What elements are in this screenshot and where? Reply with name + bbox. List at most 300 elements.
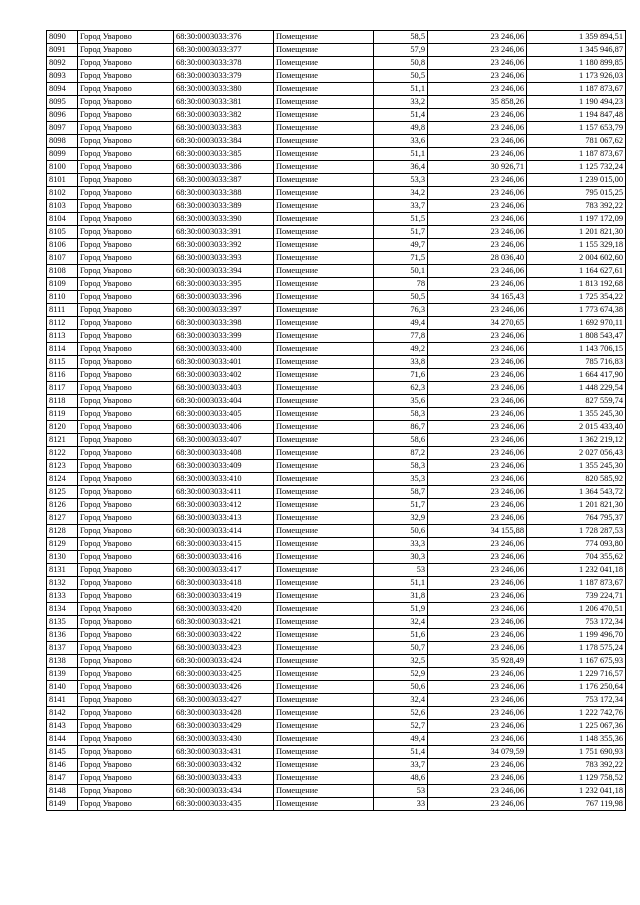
city-cell: Город Уварово [78, 720, 174, 733]
row-number-cell: 8134 [47, 603, 78, 616]
object-type-cell: Помещение [274, 343, 374, 356]
row-number-cell: 8092 [47, 57, 78, 70]
area-cell: 50,1 [374, 265, 428, 278]
city-cell: Город Уварово [78, 447, 174, 460]
price-per-sqm-cell: 23 246,06 [428, 694, 527, 707]
table-row [47, 148, 626, 161]
price-per-sqm-cell: 34 155,88 [428, 525, 527, 538]
price-per-sqm-cell: 23 246,06 [428, 83, 527, 96]
object-type-cell: Помещение [274, 369, 374, 382]
object-type-cell: Помещение [274, 759, 374, 772]
area-cell: 50,6 [374, 525, 428, 538]
total-value-cell: 1 222 742,76 [527, 707, 626, 720]
object-type-cell: Помещение [274, 512, 374, 525]
price-per-sqm-cell: 23 246,06 [428, 265, 527, 278]
city-cell: Город Уварово [78, 200, 174, 213]
total-value-cell: 1 187 873,67 [527, 83, 626, 96]
total-value-cell: 753 172,34 [527, 694, 626, 707]
city-cell: Город Уварово [78, 213, 174, 226]
object-type-cell: Помещение [274, 395, 374, 408]
object-type-cell: Помещение [274, 720, 374, 733]
table-row [47, 44, 626, 57]
cadastral-number-cell: 68:30:0003033:377 [174, 44, 274, 57]
city-cell: Город Уварово [78, 226, 174, 239]
city-cell: Город Уварово [78, 382, 174, 395]
total-value-cell: 1 229 716,57 [527, 668, 626, 681]
cadastral-number-cell: 68:30:0003033:396 [174, 291, 274, 304]
object-type-cell: Помещение [274, 161, 374, 174]
object-type-cell: Помещение [274, 694, 374, 707]
table-row [47, 720, 626, 733]
cadastral-number-cell: 68:30:0003033:426 [174, 681, 274, 694]
table-row [47, 356, 626, 369]
object-type-cell: Помещение [274, 629, 374, 642]
area-cell: 49,4 [374, 733, 428, 746]
object-type-cell: Помещение [274, 226, 374, 239]
table-row [47, 369, 626, 382]
cadastral-number-cell: 68:30:0003033:433 [174, 772, 274, 785]
total-value-cell: 2 004 602,60 [527, 252, 626, 265]
table-row [47, 642, 626, 655]
city-cell: Город Уварово [78, 551, 174, 564]
city-cell: Город Уварово [78, 759, 174, 772]
object-type-cell: Помещение [274, 590, 374, 603]
cadastral-number-cell: 68:30:0003033:402 [174, 369, 274, 382]
price-per-sqm-cell: 23 246,06 [428, 759, 527, 772]
cadastral-number-cell: 68:30:0003033:435 [174, 798, 274, 811]
total-value-cell: 1 751 690,93 [527, 746, 626, 759]
total-value-cell: 767 119,98 [527, 798, 626, 811]
row-number-cell: 8128 [47, 525, 78, 538]
total-value-cell: 1 728 287,53 [527, 525, 626, 538]
area-cell: 34,2 [374, 187, 428, 200]
city-cell: Город Уварово [78, 304, 174, 317]
area-cell: 48,6 [374, 772, 428, 785]
city-cell: Город Уварово [78, 746, 174, 759]
row-number-cell: 8123 [47, 460, 78, 473]
cadastral-number-cell: 68:30:0003033:394 [174, 265, 274, 278]
price-per-sqm-cell: 23 246,06 [428, 226, 527, 239]
city-cell: Город Уварово [78, 473, 174, 486]
area-cell: 53,3 [374, 174, 428, 187]
price-per-sqm-cell: 23 246,06 [428, 577, 527, 590]
table-row [47, 382, 626, 395]
price-per-sqm-cell: 23 246,06 [428, 408, 527, 421]
area-cell: 51,1 [374, 148, 428, 161]
row-number-cell: 8132 [47, 577, 78, 590]
cadastral-number-cell: 68:30:0003033:418 [174, 577, 274, 590]
area-cell: 33,6 [374, 135, 428, 148]
city-cell: Город Уварово [78, 57, 174, 70]
object-type-cell: Помещение [274, 304, 374, 317]
city-cell: Город Уварово [78, 694, 174, 707]
object-type-cell: Помещение [274, 200, 374, 213]
object-type-cell: Помещение [274, 70, 374, 83]
row-number-cell: 8099 [47, 148, 78, 161]
table-row [47, 96, 626, 109]
object-type-cell: Помещение [274, 31, 374, 44]
area-cell: 53 [374, 564, 428, 577]
price-per-sqm-cell: 23 246,06 [428, 798, 527, 811]
price-per-sqm-cell: 34 165,43 [428, 291, 527, 304]
object-type-cell: Помещение [274, 655, 374, 668]
total-value-cell: 1 197 172,09 [527, 213, 626, 226]
city-cell: Город Уварово [78, 31, 174, 44]
table-row [47, 512, 626, 525]
total-value-cell: 1 167 675,93 [527, 655, 626, 668]
total-value-cell: 1 194 847,48 [527, 109, 626, 122]
cadastral-number-cell: 68:30:0003033:378 [174, 57, 274, 70]
row-number-cell: 8124 [47, 473, 78, 486]
row-number-cell: 8096 [47, 109, 78, 122]
area-cell: 51,5 [374, 213, 428, 226]
area-cell: 50,5 [374, 291, 428, 304]
row-number-cell: 8103 [47, 200, 78, 213]
total-value-cell: 1 362 219,12 [527, 434, 626, 447]
object-type-cell: Помещение [274, 109, 374, 122]
table-row [47, 603, 626, 616]
row-number-cell: 8097 [47, 122, 78, 135]
cadastral-number-cell: 68:30:0003033:376 [174, 31, 274, 44]
city-cell: Город Уварово [78, 70, 174, 83]
city-cell: Город Уварово [78, 798, 174, 811]
city-cell: Город Уварово [78, 421, 174, 434]
area-cell: 52,6 [374, 707, 428, 720]
cadastral-number-cell: 68:30:0003033:428 [174, 707, 274, 720]
registry-table-body [47, 31, 626, 811]
cadastral-number-cell: 68:30:0003033:382 [174, 109, 274, 122]
city-cell: Город Уварово [78, 486, 174, 499]
table-row [47, 200, 626, 213]
table-row [47, 564, 626, 577]
object-type-cell: Помещение [274, 473, 374, 486]
area-cell: 33,7 [374, 200, 428, 213]
price-per-sqm-cell: 23 246,06 [428, 213, 527, 226]
total-value-cell: 1 125 732,24 [527, 161, 626, 174]
area-cell: 50,5 [374, 70, 428, 83]
city-cell: Город Уварово [78, 356, 174, 369]
cadastral-number-cell: 68:30:0003033:389 [174, 200, 274, 213]
row-number-cell: 8105 [47, 226, 78, 239]
area-cell: 36,4 [374, 161, 428, 174]
total-value-cell: 1 155 329,18 [527, 239, 626, 252]
cadastral-number-cell: 68:30:0003033:397 [174, 304, 274, 317]
row-number-cell: 8109 [47, 278, 78, 291]
cadastral-number-cell: 68:30:0003033:434 [174, 785, 274, 798]
price-per-sqm-cell: 23 246,06 [428, 564, 527, 577]
area-cell: 31,8 [374, 590, 428, 603]
city-cell: Город Уварово [78, 733, 174, 746]
city-cell: Город Уварово [78, 369, 174, 382]
row-number-cell: 8112 [47, 317, 78, 330]
total-value-cell: 774 093,80 [527, 538, 626, 551]
object-type-cell: Помещение [274, 174, 374, 187]
table-row [47, 681, 626, 694]
area-cell: 58,3 [374, 460, 428, 473]
row-number-cell: 8114 [47, 343, 78, 356]
area-cell: 58,7 [374, 486, 428, 499]
object-type-cell: Помещение [274, 83, 374, 96]
area-cell: 35,6 [374, 395, 428, 408]
table-row [47, 733, 626, 746]
city-cell: Город Уварово [78, 642, 174, 655]
total-value-cell: 1 129 758,52 [527, 772, 626, 785]
object-type-cell: Помещение [274, 538, 374, 551]
price-per-sqm-cell: 23 246,06 [428, 304, 527, 317]
row-number-cell: 8113 [47, 330, 78, 343]
object-type-cell: Помещение [274, 447, 374, 460]
city-cell: Город Уварово [78, 330, 174, 343]
row-number-cell: 8130 [47, 551, 78, 564]
area-cell: 87,2 [374, 447, 428, 460]
area-cell: 50,7 [374, 642, 428, 655]
area-cell: 51,7 [374, 226, 428, 239]
object-type-cell: Помещение [274, 187, 374, 200]
total-value-cell: 1 180 899,85 [527, 57, 626, 70]
area-cell: 33,3 [374, 538, 428, 551]
price-per-sqm-cell: 34 270,65 [428, 317, 527, 330]
total-value-cell: 739 224,71 [527, 590, 626, 603]
object-type-cell: Помещение [274, 96, 374, 109]
city-cell: Город Уварово [78, 122, 174, 135]
cadastral-number-cell: 68:30:0003033:390 [174, 213, 274, 226]
object-type-cell: Помещение [274, 135, 374, 148]
cadastral-number-cell: 68:30:0003033:407 [174, 434, 274, 447]
total-value-cell: 1 808 543,47 [527, 330, 626, 343]
cadastral-number-cell: 68:30:0003033:423 [174, 642, 274, 655]
table-row [47, 70, 626, 83]
total-value-cell: 1 201 821,30 [527, 226, 626, 239]
table-row [47, 83, 626, 96]
price-per-sqm-cell: 23 246,06 [428, 148, 527, 161]
total-value-cell: 1 148 355,36 [527, 733, 626, 746]
total-value-cell: 1 448 229,54 [527, 382, 626, 395]
object-type-cell: Помещение [274, 57, 374, 70]
row-number-cell: 8108 [47, 265, 78, 278]
table-row [47, 798, 626, 811]
table-row [47, 447, 626, 460]
price-per-sqm-cell: 23 246,06 [428, 499, 527, 512]
price-per-sqm-cell: 23 246,06 [428, 70, 527, 83]
table-row [47, 213, 626, 226]
city-cell: Город Уварово [78, 408, 174, 421]
area-cell: 62,3 [374, 382, 428, 395]
cadastral-number-cell: 68:30:0003033:420 [174, 603, 274, 616]
object-type-cell: Помещение [274, 603, 374, 616]
price-per-sqm-cell: 23 246,06 [428, 239, 527, 252]
row-number-cell: 8102 [47, 187, 78, 200]
cadastral-number-cell: 68:30:0003033:391 [174, 226, 274, 239]
total-value-cell: 1 225 067,36 [527, 720, 626, 733]
table-row [47, 785, 626, 798]
row-number-cell: 8137 [47, 642, 78, 655]
total-value-cell: 1 178 575,24 [527, 642, 626, 655]
total-value-cell: 781 067,62 [527, 135, 626, 148]
cadastral-number-cell: 68:30:0003033:430 [174, 733, 274, 746]
object-type-cell: Помещение [274, 148, 374, 161]
city-cell: Город Уварово [78, 707, 174, 720]
total-value-cell: 1 199 496,70 [527, 629, 626, 642]
cadastral-number-cell: 68:30:0003033:387 [174, 174, 274, 187]
area-cell: 51,7 [374, 499, 428, 512]
table-row [47, 577, 626, 590]
row-number-cell: 8147 [47, 772, 78, 785]
city-cell: Город Уварово [78, 135, 174, 148]
total-value-cell: 1 143 706,15 [527, 343, 626, 356]
cadastral-number-cell: 68:30:0003033:398 [174, 317, 274, 330]
object-type-cell: Помещение [274, 252, 374, 265]
total-value-cell: 795 015,25 [527, 187, 626, 200]
area-cell: 86,7 [374, 421, 428, 434]
cadastral-number-cell: 68:30:0003033:401 [174, 356, 274, 369]
cadastral-number-cell: 68:30:0003033:411 [174, 486, 274, 499]
table-row [47, 668, 626, 681]
object-type-cell: Помещение [274, 317, 374, 330]
total-value-cell: 1 173 926,03 [527, 70, 626, 83]
object-type-cell: Помещение [274, 330, 374, 343]
price-per-sqm-cell: 23 246,06 [428, 486, 527, 499]
table-row [47, 395, 626, 408]
table-row [47, 239, 626, 252]
cadastral-number-cell: 68:30:0003033:399 [174, 330, 274, 343]
price-per-sqm-cell: 23 246,06 [428, 109, 527, 122]
cadastral-number-cell: 68:30:0003033:417 [174, 564, 274, 577]
area-cell: 51,1 [374, 577, 428, 590]
area-cell: 51,4 [374, 746, 428, 759]
row-number-cell: 8115 [47, 356, 78, 369]
area-cell: 33,7 [374, 759, 428, 772]
row-number-cell: 8144 [47, 733, 78, 746]
city-cell: Город Уварово [78, 512, 174, 525]
total-value-cell: 1 664 417,90 [527, 369, 626, 382]
area-cell: 51,1 [374, 83, 428, 96]
object-type-cell: Помещение [274, 616, 374, 629]
object-type-cell: Помещение [274, 421, 374, 434]
table-row [47, 590, 626, 603]
cadastral-number-cell: 68:30:0003033:395 [174, 278, 274, 291]
cadastral-number-cell: 68:30:0003033:403 [174, 382, 274, 395]
object-type-cell: Помещение [274, 668, 374, 681]
price-per-sqm-cell: 23 246,06 [428, 733, 527, 746]
table-row [47, 551, 626, 564]
row-number-cell: 8149 [47, 798, 78, 811]
cadastral-number-cell: 68:30:0003033:385 [174, 148, 274, 161]
price-per-sqm-cell: 23 246,06 [428, 187, 527, 200]
area-cell: 30,3 [374, 551, 428, 564]
area-cell: 57,9 [374, 44, 428, 57]
cadastral-number-cell: 68:30:0003033:429 [174, 720, 274, 733]
row-number-cell: 8135 [47, 616, 78, 629]
price-per-sqm-cell: 23 246,06 [428, 668, 527, 681]
row-number-cell: 8136 [47, 629, 78, 642]
table-row [47, 57, 626, 70]
city-cell: Город Уварово [78, 96, 174, 109]
table-row [47, 31, 626, 44]
row-number-cell: 8091 [47, 44, 78, 57]
price-per-sqm-cell: 23 246,06 [428, 174, 527, 187]
city-cell: Город Уварово [78, 291, 174, 304]
table-row [47, 161, 626, 174]
table-row [47, 499, 626, 512]
object-type-cell: Помещение [274, 551, 374, 564]
registry-table [46, 30, 626, 811]
row-number-cell: 8145 [47, 746, 78, 759]
area-cell: 32,4 [374, 694, 428, 707]
total-value-cell: 783 392,22 [527, 759, 626, 772]
city-cell: Город Уварово [78, 460, 174, 473]
table-row [47, 330, 626, 343]
total-value-cell: 1 187 873,67 [527, 577, 626, 590]
total-value-cell: 785 716,83 [527, 356, 626, 369]
total-value-cell: 1 187 873,67 [527, 148, 626, 161]
price-per-sqm-cell: 23 246,06 [428, 395, 527, 408]
total-value-cell: 1 355 245,30 [527, 408, 626, 421]
cadastral-number-cell: 68:30:0003033:410 [174, 473, 274, 486]
price-per-sqm-cell: 23 246,06 [428, 44, 527, 57]
table-row [47, 629, 626, 642]
table-row [47, 187, 626, 200]
city-cell: Город Уварово [78, 629, 174, 642]
table-row [47, 122, 626, 135]
table-row [47, 408, 626, 421]
row-number-cell: 8100 [47, 161, 78, 174]
table-row [47, 434, 626, 447]
table-row [47, 694, 626, 707]
area-cell: 50,6 [374, 681, 428, 694]
object-type-cell: Помещение [274, 408, 374, 421]
area-cell: 76,3 [374, 304, 428, 317]
total-value-cell: 764 795,37 [527, 512, 626, 525]
object-type-cell: Помещение [274, 44, 374, 57]
cadastral-number-cell: 68:30:0003033:393 [174, 252, 274, 265]
cadastral-number-cell: 68:30:0003033:404 [174, 395, 274, 408]
table-row [47, 304, 626, 317]
table-row [47, 655, 626, 668]
cadastral-number-cell: 68:30:0003033:388 [174, 187, 274, 200]
area-cell: 51,6 [374, 629, 428, 642]
total-value-cell: 1 201 821,30 [527, 499, 626, 512]
total-value-cell: 1 206 470,51 [527, 603, 626, 616]
row-number-cell: 8094 [47, 83, 78, 96]
object-type-cell: Помещение [274, 291, 374, 304]
row-number-cell: 8106 [47, 239, 78, 252]
area-cell: 49,4 [374, 317, 428, 330]
city-cell: Город Уварово [78, 278, 174, 291]
row-number-cell: 8120 [47, 421, 78, 434]
object-type-cell: Помещение [274, 122, 374, 135]
row-number-cell: 8129 [47, 538, 78, 551]
city-cell: Город Уварово [78, 655, 174, 668]
table-row [47, 486, 626, 499]
row-number-cell: 8118 [47, 395, 78, 408]
cadastral-number-cell: 68:30:0003033:419 [174, 590, 274, 603]
area-cell: 58,3 [374, 408, 428, 421]
area-cell: 77,8 [374, 330, 428, 343]
area-cell: 50,8 [374, 57, 428, 70]
area-cell: 33,8 [374, 356, 428, 369]
city-cell: Город Уварово [78, 499, 174, 512]
row-number-cell: 8143 [47, 720, 78, 733]
price-per-sqm-cell: 23 246,06 [428, 616, 527, 629]
object-type-cell: Помещение [274, 460, 374, 473]
row-number-cell: 8098 [47, 135, 78, 148]
total-value-cell: 820 585,92 [527, 473, 626, 486]
price-per-sqm-cell: 23 246,06 [428, 356, 527, 369]
total-value-cell: 1 364 543,72 [527, 486, 626, 499]
cadastral-number-cell: 68:30:0003033:409 [174, 460, 274, 473]
row-number-cell: 8127 [47, 512, 78, 525]
row-number-cell: 8104 [47, 213, 78, 226]
